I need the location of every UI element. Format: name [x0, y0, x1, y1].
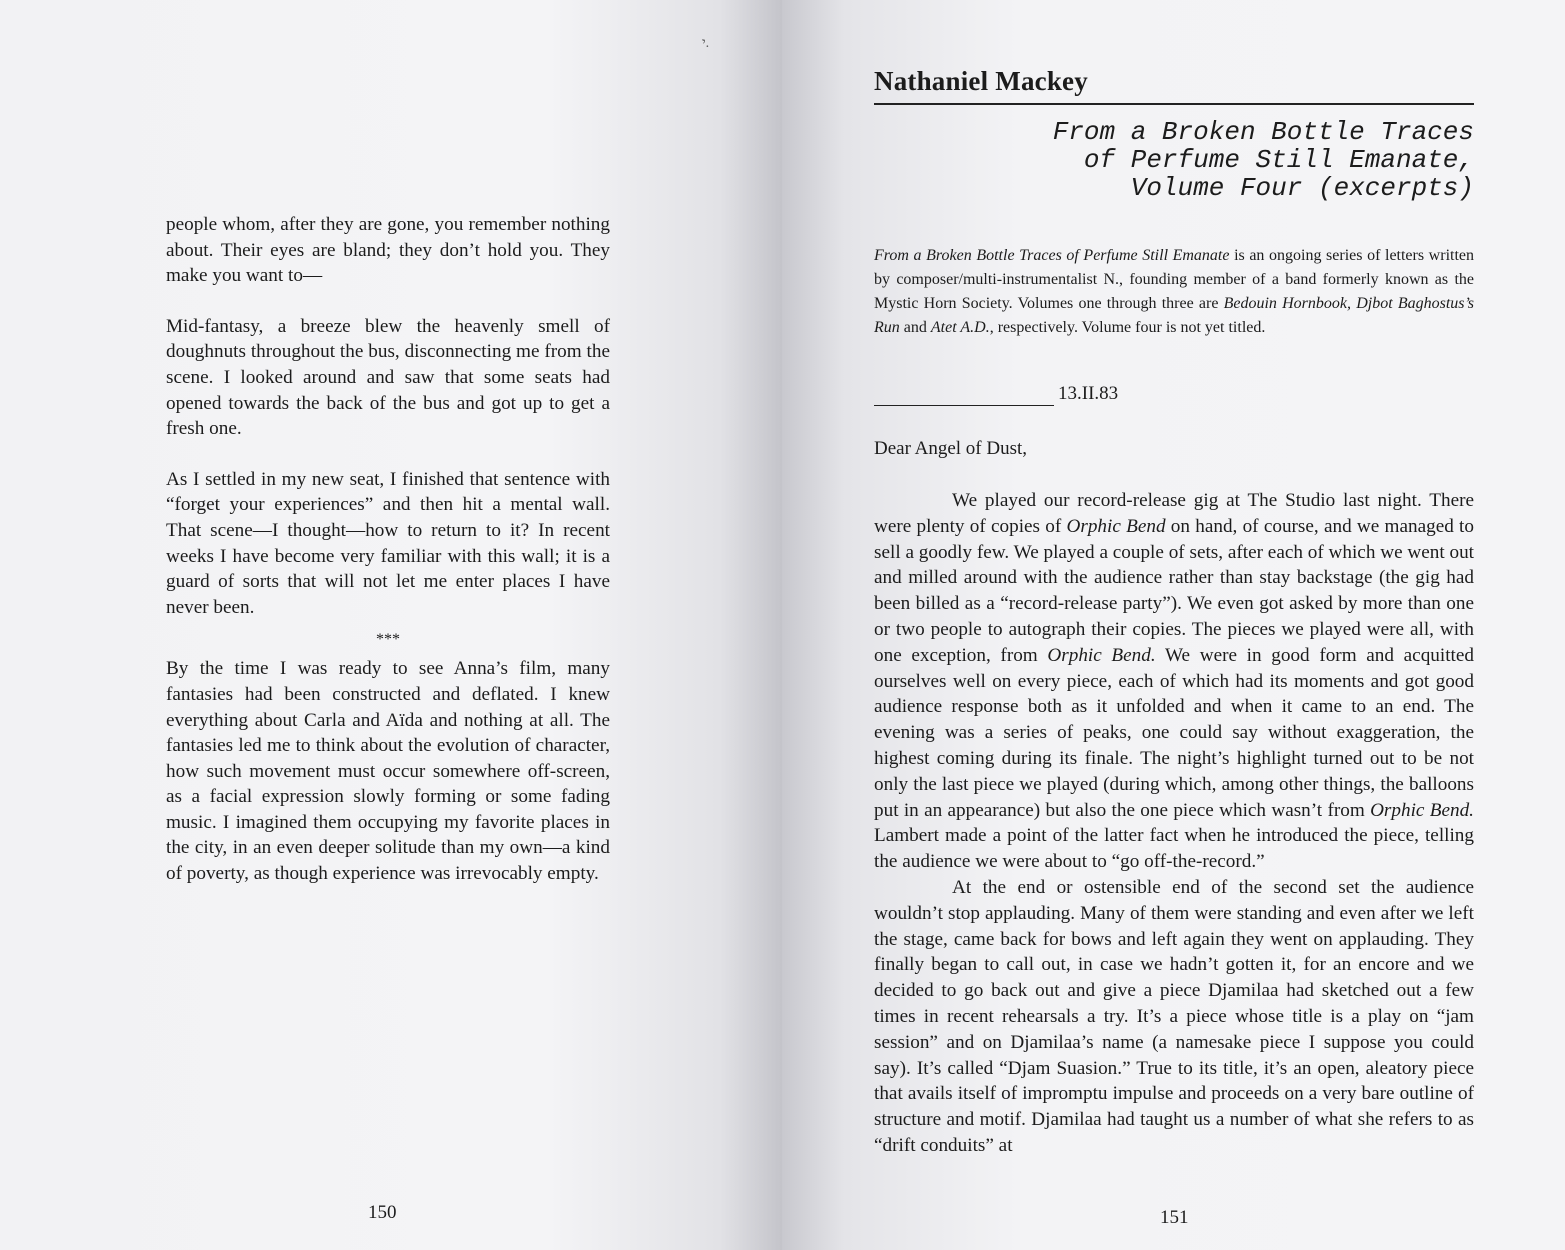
letter-paragraph-1: [874, 488, 1474, 875]
intro-series-title: From a Broken Bottle Traces of Perfume Still Emanate: [874, 247, 1230, 264]
left-text-column: [166, 212, 610, 887]
letter-salutation: Dear Angel of Dust,: [874, 438, 1028, 459]
left-paragraph-2: Mid-fantasy, a breeze blew the heavenly smell of doughnuts throughout the bus, disconnecting me from the scene. I looked around and saw that some seats had opened towards the back of the bus and got up to get a fresh one.: [166, 315, 610, 440]
title-line-1: From a Broken Bottle Traces: [1052, 117, 1474, 147]
album-title: Orphic Bend: [1066, 515, 1166, 537]
author-name: Nathaniel Mackey: [874, 66, 1088, 96]
intro-volume-1: Bedouin Hornbook,: [1223, 295, 1352, 312]
album-title: Orphic Bend.: [1370, 799, 1474, 821]
intro-volume-3: Atet A.D.: [930, 319, 990, 336]
page-number-left: 150: [368, 1202, 397, 1223]
left-paragraph-3: As I settled in my new seat, I finished that sentence with “forget your experiences” and then hit a mental wall. That scene—I thought—how to return to it? In recent weeks I have become very familiar with this wall; it is a guard of sorts that will not let me enter places I have never been.: [166, 468, 610, 618]
date-rule: [874, 405, 1054, 406]
page-number-right: 151: [1160, 1207, 1189, 1228]
left-paragraph-4: By the time I was ready to see Anna’s film, many fantasies had been constructed and deflated. I knew everything about Carla and Aïda and nothing at all. The fantasies led me to think about the evolution of character, how such movement must occur somewhere off-screen, as a facial expression slowly forming or some fading music. I imagined them occupying my favorite places in the city, in an even deeper solitude than my own—a kind of poverty, as though experience was irrevocably empty.: [166, 658, 610, 885]
intro-text-3: , respectively. Volume four is not yet titled.: [989, 319, 1266, 336]
body-text-segment: on hand, of course, and we managed to sell a goodly few. We played a couple of sets, after each of which we went out and milled around with the audience rather than stay backstage (the gig had been billed as a “record-release party”). We even got asked by more than one or two people to autograph their copies. The pieces we played were all, with one exception, from: [874, 515, 1474, 666]
letter-date-row: [874, 383, 1474, 409]
body-text-segment: Lambert made a point of the latter fact when he introduced the piece, telling the audience we were about to “go off-the-record.”: [874, 825, 1474, 873]
title-line-3: Volume Four (excerpts): [1130, 173, 1474, 203]
body-text-segment: We played our record-release gig at The Studio last night. There were plenty of copies of: [874, 490, 1474, 537]
section-separator: ***: [376, 631, 400, 649]
intro-text-1: is an ongoing series of letters written by composer/multi-instrumentalist N., founding member of a band formerly known as the Mystic Horn Society. Volumes one through three are: [874, 247, 1475, 312]
album-title: Orphic Bend.: [1047, 644, 1156, 666]
intro-note: [874, 244, 1474, 340]
left-page: [0, 0, 782, 1250]
intro-text-2: and: [899, 319, 931, 336]
piece-title: [932, 118, 1474, 202]
intro-volume-2: Djbot Baghostus’s Run: [874, 295, 1475, 336]
left-paragraph-1: people whom, after they are gone, you remember nothing about. Their eyes are bland; they don’t hold you. They make you want to—: [166, 214, 610, 287]
right-page: [782, 0, 1565, 1250]
letter-body: [874, 488, 1474, 1159]
author-rule: [874, 103, 1474, 105]
body-text-segment: We were in good form and acquitted ourselves well on every piece, each of which had its moments and got good audience response both as it unfolded and when it came to an end. The evening was a series of peaks, one could say without exaggeration, the highest coming during its finale. The night’s highlight turned out to be not only the last piece we played (during which, among other things, the balloons put in an appearance) but also the one piece which wasn’t from: [874, 644, 1474, 821]
title-line-2: of Perfume Still Emanate,: [1083, 145, 1474, 175]
letter-paragraph-2: At the end or ostensible end of the second set the audience wouldn’t stop applauding. Many of them were standing and even after we left the stage, came back for bows and left again they went on applauding. They finally began to call out, in case we hadn’t gotten it, for an encore and we decided to go back out and give a piece Djamilaa had sketched out a few times in recent rehearsals a try. It’s a piece whose title is a play on “jam session” and on Djamilaa’s name (a namesake piece I suppose you could say). It’s called “Djam Suasion.” True to its title, it’s an open, aleatory piece that avails itself of impromptu impulse and proceeds on a very bare outline of structure and motif. Djamilaa had taught us a number of what she refers to as “drift conduits” at: [874, 876, 1474, 1156]
spine-mark: י.: [702, 36, 710, 51]
letter-date: 13.II.83: [1058, 383, 1119, 404]
